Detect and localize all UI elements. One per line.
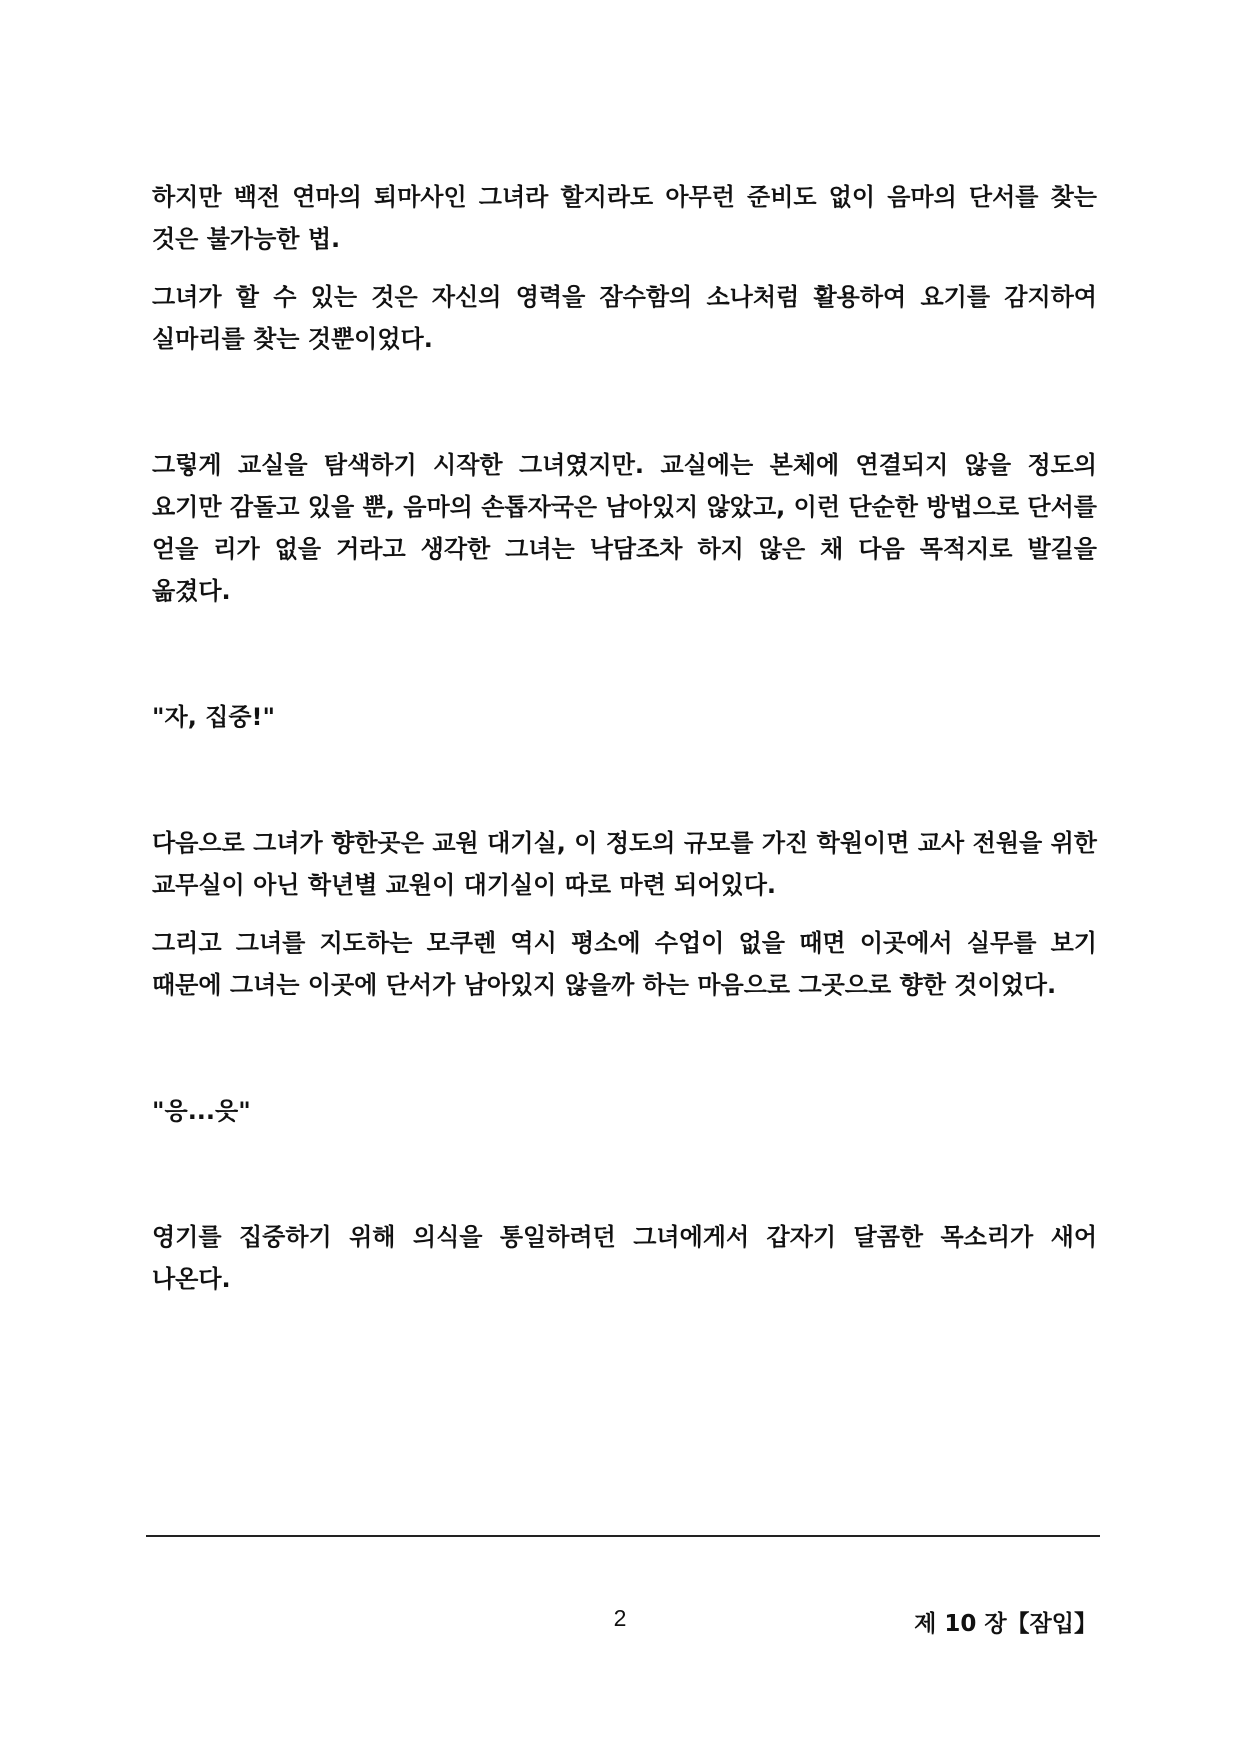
paragraph-spacer [152,360,1097,444]
footer-divider [146,1535,1100,1537]
paragraph-spacer [152,1006,1097,1090]
document-body [152,176,1097,1300]
paragraph-spacer [152,738,1097,822]
page-number: 2 [613,1605,627,1631]
paragraph: 그리고 그녀를 지도하는 모쿠렌 역시 평소에 수업이 없을 때면 이곳에서 실무를 보기 때문에 그녀는 이곳에 단서가 남아있지 않을까 하는 마음으로 그곳으로 향한 것이었다. [152,929,1097,999]
dialogue-line: "응...읏" [152,1097,251,1125]
paragraph: 그렇게 교실을 탐색하기 시작한 그녀였지만. 교실에는 본체에 연결되지 않을 정도의 요기만 감돌고 있을 뿐, 음마의 손톱자국은 남아있지 않았고, 이런 단순한 방법으로 단서를 얻을 리가 없을 거라고 생각한 그녀는 낙담조차 하지 않은 채 다음 목적지로 발길을 옮겼다. [152,451,1097,605]
paragraph: 그녀가 할 수 있는 것은 자신의 영력을 잠수함의 소나처럼 활용하여 요기를 감지하여 실마리를 찾는 것뿐이었다. [152,283,1097,353]
paragraph: 하지만 백전 연마의 퇴마사인 그녀라 할지라도 아무런 준비도 없이 음마의 단서를 찾는 것은 불가능한 법. [152,183,1097,253]
paragraph-spacer [152,1132,1097,1216]
paragraph-spacer [152,260,1097,276]
paragraph: 영기를 집중하기 위해 의식을 통일하려던 그녀에게서 갑자기 달콤한 목소리가 새어 나온다. [152,1223,1097,1293]
paragraph-spacer [152,612,1097,696]
chapter-title: 제 10 장【잠입】 [914,1611,1097,1637]
paragraph-spacer [152,906,1097,922]
paragraph: 다음으로 그녀가 향한곳은 교원 대기실, 이 정도의 규모를 가진 학원이면 교사 전원을 위한 교무실이 아닌 학년별 교원이 대기실이 따로 마련 되어있다. [152,829,1097,899]
dialogue-line: "자, 집중!" [152,703,275,731]
